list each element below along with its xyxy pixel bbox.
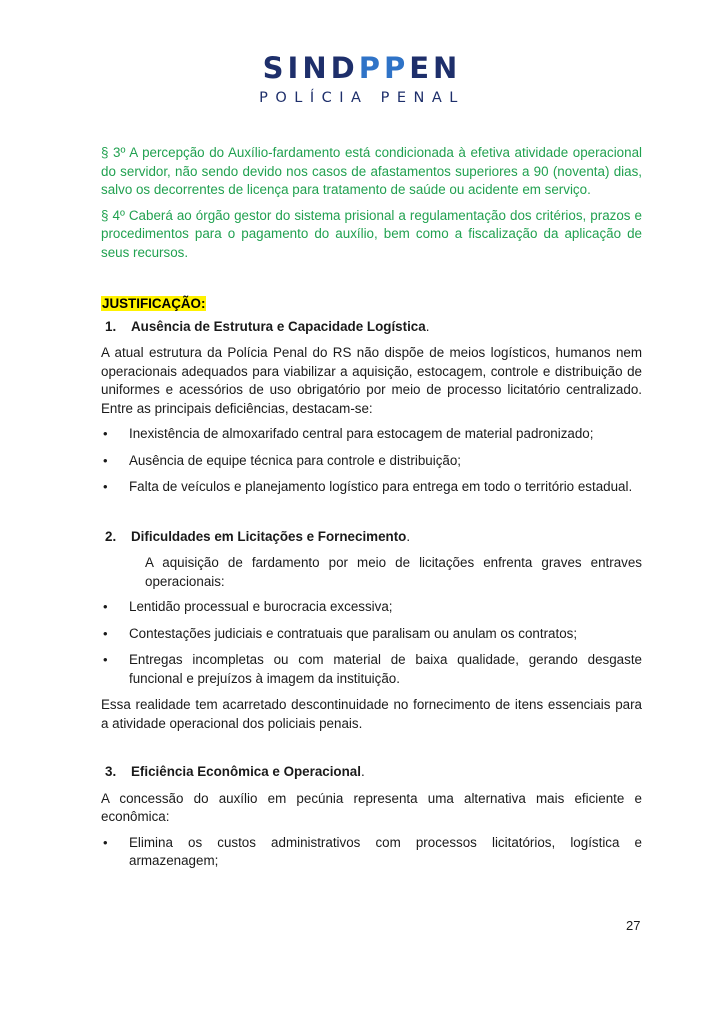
section-2-heading — [101, 528, 642, 547]
section-3-title: Eficiência Econômica e Operacional — [131, 764, 361, 779]
section-3-heading — [101, 763, 642, 782]
section-2-intro: A aquisição de fardamento por meio de licitações enfrenta graves entraves operacionais: — [145, 555, 642, 589]
section-3-title-suffix: . — [360, 764, 365, 779]
list-item-text: Falta de veículos e planejamento logístico para entrega em todo o território estadual. — [129, 479, 633, 494]
list-item — [101, 651, 642, 688]
bullet-glyph: • — [103, 599, 108, 614]
bullet-glyph: • — [103, 426, 108, 441]
list-item-text: Contestações judiciais e contratuais que paralisam ou anulam os contratos; — [129, 625, 578, 641]
list-item — [101, 452, 642, 471]
section-2-closing: Essa realidade tem acarretado descontinuidade no fornecimento de itens essenciais para a atividade operacional dos policiais penais. — [101, 697, 642, 731]
list-item-text: Elimina os custos administrativos com processos licitatórios, logística e armazenagem; — [129, 834, 642, 868]
section-1-title: Ausência de Estrutura e Capacidade Logística — [131, 318, 426, 334]
list-item-text: Lentidão processual e burocracia excessiva; — [129, 599, 393, 614]
list-item-text: Entregas incompletas ou com material de baixa qualidade, gerando desgaste funcional e prejuízos à imagem da instituição. — [129, 652, 642, 686]
section-2-title: Dificuldades em Licitações e Fornecimento — [131, 528, 407, 544]
logo-part1: SIND — [262, 51, 359, 85]
logo-subtitle: POLÍCIA PENAL — [259, 90, 465, 106]
bullet-glyph: • — [103, 479, 108, 494]
logo-wordmark — [0, 50, 724, 86]
justificacao-heading: JUSTIFICAÇÃO: — [102, 296, 206, 311]
document-body — [101, 144, 642, 879]
section-1-intro: A atual estrutura da Polícia Penal do RS não dispõe de meios logísticos, humanos nem operacionais adequados para viabilizar a aquisição, estocagem, controle e distribuição de uniformes e acessórios de uso obrigatório por meio de processo licitatório centralizado. Entre as principais deficiências, destacam-se: — [101, 345, 642, 416]
list-item — [101, 598, 642, 617]
paragraph-4: § 4º Caberá ao órgão gestor do sistema prisional a regulamentação dos critérios, prazos e procedimentos para o pagamento do auxílio, bem como a fiscalização da aplicação de seus recursos. — [101, 207, 642, 260]
section-2-title-suffix: . — [406, 528, 411, 544]
list-item — [101, 625, 642, 644]
logo-pp-mark: PP — [358, 51, 410, 85]
bullet-glyph: • — [103, 452, 108, 468]
page-number: 27 — [626, 918, 641, 933]
section-1-title-suffix: . — [425, 318, 430, 334]
list-item — [101, 478, 642, 497]
paragraph-3: § 3º A percepção do Auxílio-fardamento está condicionada à efetiva atividade operacional do servidor, não sendo devido nos casos de afastamentos superiores a 90 (noventa) dias, salvo os decorrentes de licença para tratamento de saúde ou acidente em serviço. — [101, 145, 642, 197]
bullet-glyph: • — [103, 834, 108, 850]
justificacao-heading-row — [101, 295, 642, 314]
bullet-glyph: • — [103, 625, 108, 641]
section-2-number: 2. — [105, 528, 117, 544]
section-3-intro: A concessão do auxílio em pecúnia representa uma alternativa mais eficiente e econômica: — [101, 790, 642, 824]
list-item — [101, 425, 642, 444]
logo-part3: EN — [409, 51, 462, 85]
section-1-heading — [101, 318, 642, 337]
list-item-text: Inexistência de almoxarifado central para estocagem de material padronizado; — [129, 426, 594, 441]
section-1-number: 1. — [105, 318, 117, 334]
list-item — [101, 834, 642, 871]
bullet-glyph: • — [103, 652, 108, 667]
list-item-text: Ausência de equipe técnica para controle e distribuição; — [129, 452, 462, 468]
sindppen-logo — [0, 50, 724, 106]
section-3-number: 3. — [105, 764, 117, 779]
